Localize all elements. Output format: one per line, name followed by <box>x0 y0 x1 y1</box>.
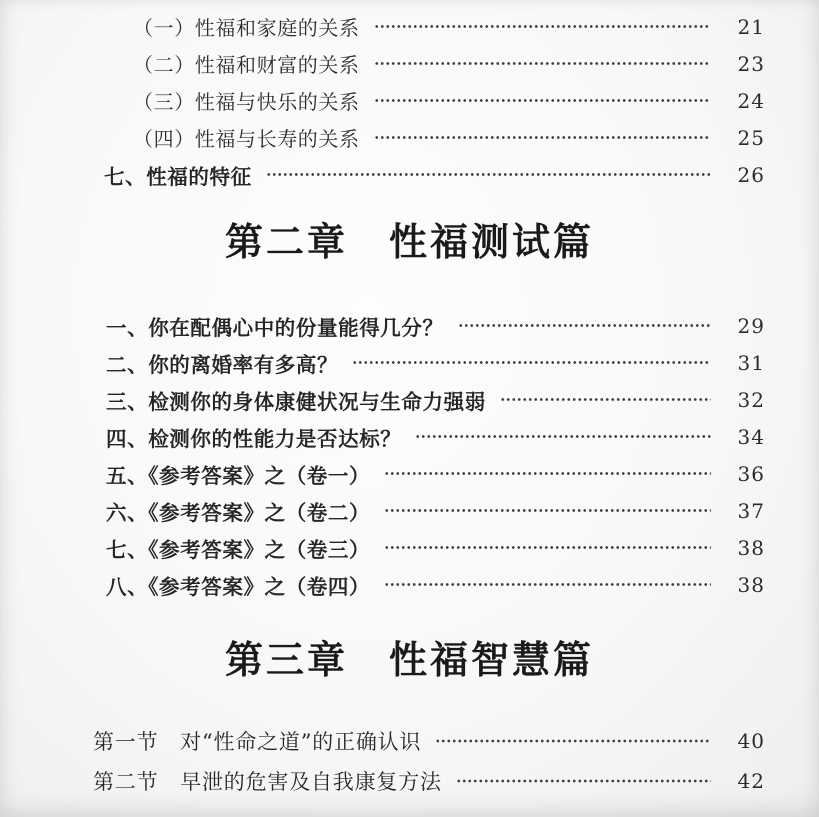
dot-leader <box>384 455 711 492</box>
dot-leader <box>374 45 711 82</box>
toc-entry-page: 31 <box>737 350 765 375</box>
toc-entry <box>0 156 819 193</box>
toc-entry-label: 第一节 对“性命之道”的正确认识 <box>93 730 422 754</box>
toc-entry-label: 八、《参考答案》之（卷四） <box>106 574 371 599</box>
toc-entry <box>0 344 819 381</box>
toc-entry-label: 五、《参考答案》之（卷一） <box>106 463 371 488</box>
toc-entry-page: 23 <box>737 51 765 76</box>
toc-entry-page: 24 <box>737 88 765 113</box>
toc-entry-label: 七、《参考答案》之（卷三） <box>106 537 371 562</box>
toc-entry-label: 六、《参考答案》之（卷二） <box>106 500 371 525</box>
toc-entry-label: （一）性福和家庭的关系 <box>133 16 360 40</box>
toc-entry <box>0 418 819 455</box>
toc-entry-page: 32 <box>737 387 765 412</box>
toc-entry-label: （二）性福和财富的关系 <box>133 53 360 77</box>
toc-entry <box>0 566 819 603</box>
toc-entry-page: 26 <box>737 162 765 187</box>
dot-leader <box>374 119 711 156</box>
toc-entry <box>0 45 819 82</box>
toc-entry-label: （四）性福与长寿的关系 <box>133 127 360 151</box>
toc-chapter3-list <box>0 721 819 801</box>
dot-leader <box>415 418 711 455</box>
toc-entry-page: 25 <box>737 125 765 150</box>
toc-entry <box>0 492 819 529</box>
chapter-3-heading: 第三章 性福智慧篇 <box>224 637 594 682</box>
toc-entry-label: 第二节 早泄的危害及自我康复方法 <box>93 770 442 794</box>
toc-chapter2-list <box>0 307 819 603</box>
dot-leader <box>374 8 711 45</box>
toc-entry <box>0 82 819 119</box>
toc-entry-page: 40 <box>737 729 765 753</box>
toc-entry-page: 34 <box>737 424 765 449</box>
toc-entry-label: 二、你的离婚率有多高？ <box>106 352 339 377</box>
toc-entry-label: （三）性福与快乐的关系 <box>133 90 360 114</box>
dot-leader <box>456 761 711 801</box>
toc-entry <box>0 8 819 45</box>
toc-entry <box>0 455 819 492</box>
toc-entry <box>0 761 819 801</box>
toc-entry-page: 38 <box>737 572 765 597</box>
toc-entry-label: 三、检测你的身体康健状况与生命力强弱 <box>106 389 486 414</box>
toc-entry-page: 36 <box>737 461 765 486</box>
dot-leader <box>384 566 711 603</box>
chapter-2-heading: 第二章 性福测试篇 <box>224 219 594 264</box>
toc-entry-page: 21 <box>737 14 765 39</box>
toc-part1-list <box>0 0 819 193</box>
toc-entry-page: 29 <box>737 313 765 338</box>
toc-entry-page: 38 <box>737 535 765 560</box>
dot-leader <box>266 156 711 193</box>
toc-entry <box>0 307 819 344</box>
dot-leader <box>500 381 711 418</box>
dot-leader <box>352 344 711 381</box>
toc-entry-label: 四、检测你的性能力是否达标？ <box>106 426 402 451</box>
dot-leader <box>384 529 711 566</box>
toc-entry-page: 42 <box>737 769 765 793</box>
toc-entry <box>0 119 819 156</box>
dot-leader <box>374 82 711 119</box>
dot-leader <box>384 492 711 529</box>
toc-entry <box>0 381 819 418</box>
toc-entry-page: 37 <box>737 498 765 523</box>
toc-entry-label: 七、性福的特征 <box>104 164 252 189</box>
toc-entry <box>0 529 819 566</box>
toc-entry-label: 一、你在配偶心中的份量能得几分？ <box>106 315 444 340</box>
dot-leader <box>458 307 711 344</box>
dot-leader <box>435 721 711 761</box>
toc-entry <box>0 721 819 761</box>
